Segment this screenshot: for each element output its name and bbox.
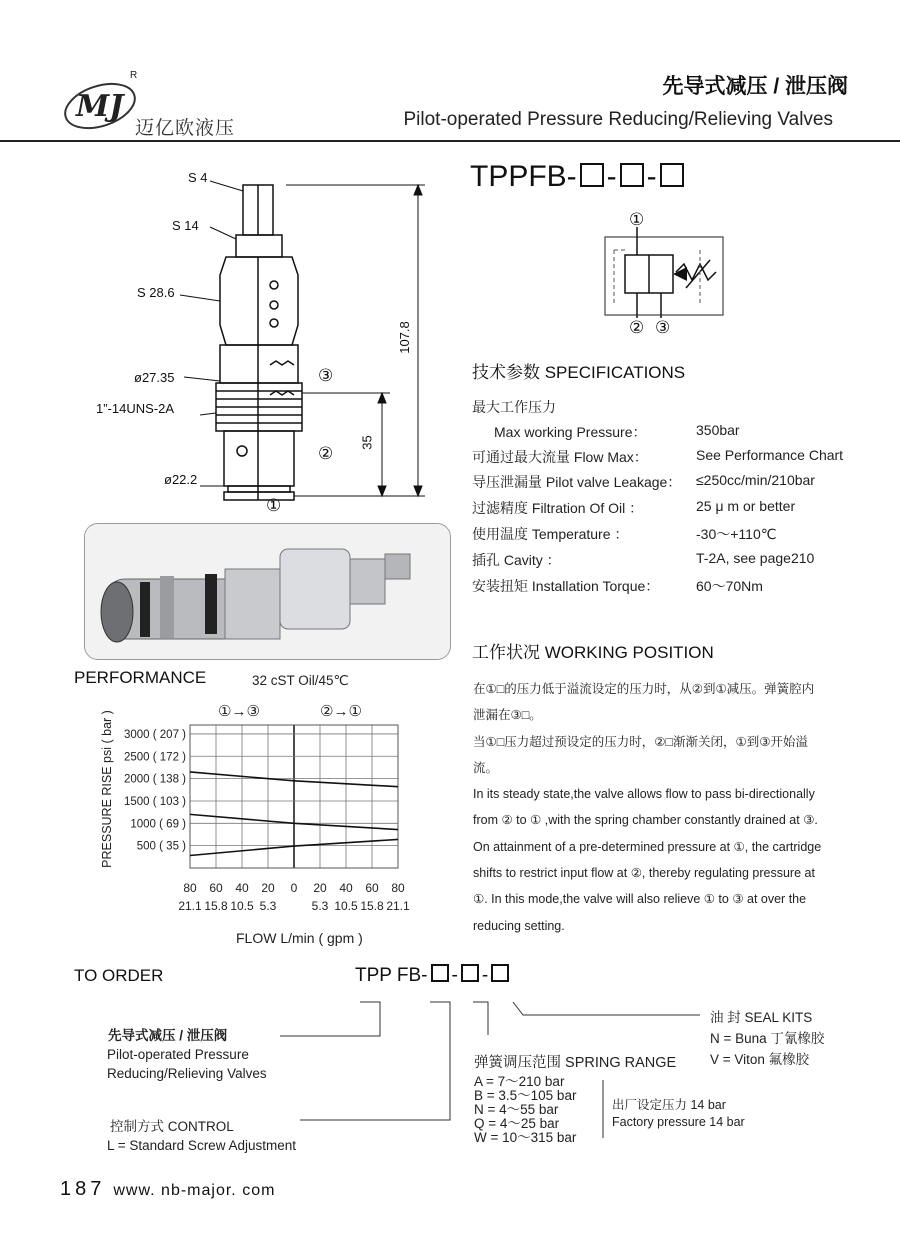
registered-mark: R [130, 70, 138, 81]
working-line: 泄漏在③□。 [473, 708, 542, 723]
spec-value: -30～+110℃ [696, 526, 777, 542]
spec-value: ≤250cc/min/210bar [696, 472, 815, 488]
cartridge-drawing [60, 155, 440, 525]
port1-label: ① [266, 496, 282, 515]
header-rule [0, 140, 900, 142]
order-factory-cn: 出厂设定压力 14 bar [612, 1098, 726, 1112]
order-spring-title: 弹簧调压范围 SPRING RANGE [474, 1055, 677, 1071]
logo-text: 迈亿欧液压 [135, 118, 236, 139]
y-tick-label: 1000 ( 69 ) [130, 818, 186, 831]
working-line: 流。 [473, 760, 499, 775]
performance-oil: 32 cST Oil/45℃ [252, 673, 349, 688]
dim-s286: S 28.6 [137, 285, 175, 300]
flow-direction-left: ①→③ [218, 703, 260, 720]
x-tick-label-gpm: 15.8 [204, 899, 228, 913]
dim-port-depth: 35 [359, 435, 375, 450]
dim-s4: S 4 [188, 170, 208, 185]
order-seal-v: V = Viton 氟橡胶 [710, 1052, 810, 1067]
logo [60, 72, 140, 136]
order-valve-en1: Pilot-operated Pressure [107, 1047, 249, 1062]
x-tick-label-gpm: 10.5 [230, 899, 254, 913]
working-line: reducing setting. [473, 918, 565, 933]
spec-value: 350bar [696, 422, 740, 438]
page-title-en: Pilot-operated Pressure Reducing/Relieving Valves [403, 109, 833, 130]
x-tick-label: 80 [391, 881, 405, 895]
order-control-l: L = Standard Screw Adjustment [107, 1138, 296, 1153]
spring-option: W = 10～315 bar [474, 1130, 577, 1145]
performance-chart [100, 715, 420, 955]
spec-label: Max working Pressure： [494, 424, 647, 440]
symbol-port1: ① [629, 210, 645, 229]
spring-option: Q = 4～25 bar [474, 1116, 560, 1131]
x-tick-label: 80 [183, 881, 197, 895]
specs-title: 技术参数 SPECIFICATIONS [472, 363, 686, 382]
order-control-title: 控制方式 CONTROL [110, 1119, 234, 1134]
x-tick-label-gpm: 5.3 [311, 899, 329, 913]
dim-length: 107.8 [396, 321, 412, 354]
x-tick-label: 60 [365, 881, 379, 895]
working-line: In its steady state,the valve allows flow to pass bi-directionally [473, 787, 815, 802]
working-line: ①. In this mode,the valve will also relieve ① to ③ at over the [473, 892, 807, 907]
spring-option: N = 4～55 bar [474, 1102, 559, 1117]
dim-thread: 1”-14UNS-2A [96, 401, 175, 416]
working-line: 在①□的压力低于溢流设定的压力时，从②到①减压。弹簧腔内 [473, 682, 815, 696]
x-tick-label: 40 [235, 881, 249, 895]
spec-label: 最大工作压力 [472, 399, 556, 415]
y-tick-label: 500 ( 35 ) [136, 840, 186, 853]
footer [60, 1178, 275, 1201]
page-title-cn: 先导式减压 / 泄压阀 [662, 75, 848, 98]
order-valve-en2: Reducing/Relieving Valves [107, 1066, 267, 1081]
symbol-port2: ② [629, 318, 645, 337]
x-tick-label: 20 [313, 881, 327, 895]
spec-label: 使用温度 Temperature ： [472, 526, 629, 542]
order-title: TO ORDER [74, 966, 164, 985]
flow-direction-right: ②→① [320, 703, 362, 720]
product-photo [84, 523, 451, 660]
order-code: TPP FB- - - [355, 964, 512, 987]
x-tick-label-gpm: 10.5 [334, 899, 358, 913]
x-tick-label: 20 [261, 881, 275, 895]
order-spring-list [474, 1075, 576, 1145]
spec-label: 安装扭矩 Installation Torque： [472, 578, 660, 594]
spec-label: 可通过最大流量 Flow Max： [472, 449, 648, 465]
footer-url[interactable]: www. nb-major. com [113, 1182, 276, 1199]
x-tick-label: 40 [339, 881, 353, 895]
dim-d222: ø22.2 [164, 472, 198, 487]
xlabel: FLOW L/min ( gpm ) [236, 930, 363, 946]
working-line: shifts to restrict input flow at ②, thereby regulating pressure at [473, 866, 815, 881]
x-tick-label-gpm: 5.3 [259, 899, 277, 913]
x-tick-label: 0 [290, 881, 298, 895]
spec-value: T-2A, see page210 [696, 550, 815, 566]
hydraulic-symbol [600, 210, 730, 325]
y-tick-label: 1500 ( 103 ) [123, 795, 186, 808]
working-line: from ② to ① ,with the spring chamber constantly drained at ③. [473, 813, 818, 828]
spec-label: 过滤精度 Filtration Of Oil ： [472, 500, 644, 516]
logo-mark: MJ [76, 89, 124, 124]
order-seal-title: 油 封 SEAL KITS [710, 1010, 813, 1025]
spec-value: 60～70Nm [696, 578, 763, 594]
port2-label: ② [318, 444, 334, 463]
model-code: TPPFB- - - [470, 160, 687, 194]
spring-option: A = 7～210 bar [474, 1074, 565, 1089]
x-tick-label-gpm: 21.1 [386, 899, 410, 913]
x-tick-label-gpm: 21.1 [178, 899, 202, 913]
working-line: On attainment of a pre-determined pressure at ①, the cartridge [473, 839, 822, 854]
order-seal-n: N = Buna 丁氰橡胶 [710, 1031, 825, 1046]
ylabel: PRESSURE RISE psi ( bar ) [100, 710, 114, 868]
symbol-port3: ③ [655, 318, 671, 337]
dim-s14: S 14 [172, 218, 199, 233]
performance-title: PERFORMANCE [74, 668, 207, 687]
working-line: 当①□压力超过预设定的压力时，②□渐渐关闭，①到③开始溢 [473, 734, 808, 749]
y-tick-label: 3000 ( 207 ) [123, 728, 186, 741]
order-valve-cn: 先导式减压 / 泄压阀 [108, 1028, 228, 1043]
port3-label: ③ [318, 366, 334, 385]
x-tick-label: 60 [209, 881, 223, 895]
y-tick-label: 2500 ( 172 ) [123, 751, 186, 764]
spec-value: 25 μ m or better [696, 498, 796, 514]
page-number: 187 [60, 1178, 106, 1200]
spring-option: B = 3.5～105 bar [474, 1088, 577, 1103]
x-tick-label-gpm: 15.8 [360, 899, 384, 913]
spec-label: 导压泄漏量 Pilot valve Leakage： [472, 474, 682, 490]
spec-value: See Performance Chart [696, 447, 844, 463]
dim-d2735: ø27.35 [134, 370, 175, 385]
order-factory-en: Factory pressure 14 bar [612, 1115, 745, 1129]
working-title: 工作状况 WORKING POSITION [472, 643, 714, 662]
y-tick-label: 2000 ( 138 ) [123, 773, 186, 786]
working-text [473, 676, 833, 939]
spec-label: 插孔 Cavity ： [472, 552, 561, 568]
